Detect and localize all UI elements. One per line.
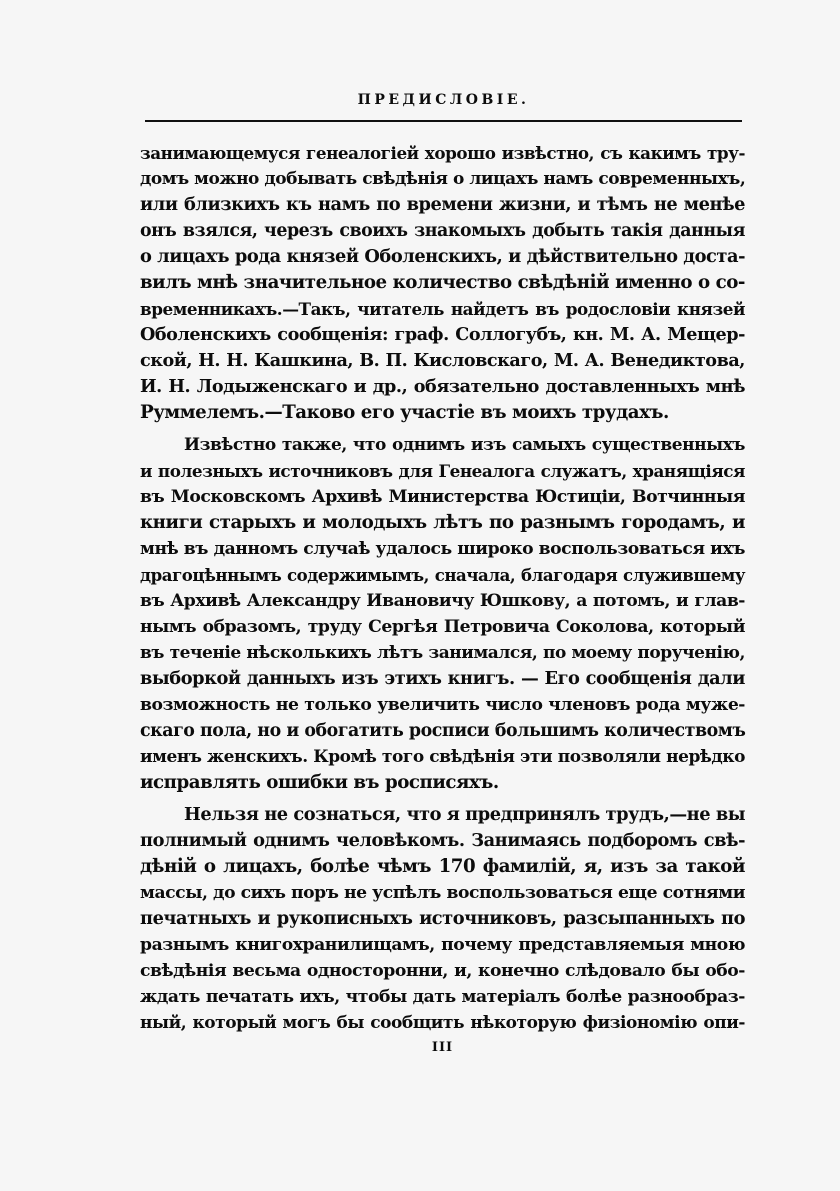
text-line: въ Архивѣ Александру Ивановичу Юшкову, а потомъ, и глав- bbox=[140, 591, 745, 611]
text-line: драгоцѣннымъ содержимымъ, сначала, благодаря служившему bbox=[140, 565, 745, 585]
text-line: книги старыхъ и молодыхъ лѣтъ по разнымъ городамъ, и bbox=[140, 512, 745, 533]
text-line: массы, до сихъ поръ не успѣлъ воспользоваться еще сотнями bbox=[140, 883, 745, 903]
paragraph-3 bbox=[140, 802, 745, 1036]
text-line: ской, Н. Н. Кашкина, В. П. Кисловскаго, М. А. Венедиктова, bbox=[140, 350, 745, 371]
text-line: И. Н. Лодыженскаго и др., обязательно доставленныхъ мнѣ bbox=[140, 376, 745, 397]
text-line: въ Московскомъ Архивѣ Министерства Юстиціи, Вотчинныя bbox=[140, 487, 745, 507]
page-body bbox=[140, 140, 745, 1036]
paragraph-2 bbox=[140, 432, 745, 796]
paragraph-1 bbox=[140, 140, 745, 426]
text-line: и полезныхъ источниковъ для Генеалога служатъ, хранящіяся bbox=[140, 461, 745, 481]
text-line: въ теченіе нѣсколькихъ лѣтъ занимался, по моему порученію, bbox=[140, 643, 745, 663]
text-line: печатныхъ и рукописныхъ источниковъ, разсыпанныхъ по bbox=[140, 908, 745, 929]
text-line: возможность не только увеличить число членовъ рода муже- bbox=[140, 695, 745, 715]
text-line: именъ женскихъ. Кромѣ того свѣдѣнія эти позволяли нерѣдко bbox=[140, 747, 745, 767]
text-line: исправлять ошибки въ росписяхъ. bbox=[140, 772, 499, 793]
running-head: ПРЕДИСЛОВІЕ. bbox=[357, 92, 530, 108]
text-line: выборкой данныхъ изъ этихъ книгъ. — Его сообщенія дали bbox=[140, 668, 745, 689]
text-line: Нельзя не сознаться, что я предпринялъ трудъ,—не вы bbox=[184, 804, 746, 825]
text-line: Извѣстно также, что однимъ изъ самыхъ существенныхъ bbox=[184, 435, 745, 455]
text-line: скаго пола, но и обогатить росписи большимъ количествомъ bbox=[140, 721, 746, 741]
text-line: онъ взялся, черезъ своихъ знакомыхъ добыть такія данныя bbox=[140, 221, 745, 241]
text-line: или близкихъ къ намъ по времени жизни, и тѣмъ не менѣе bbox=[140, 194, 745, 215]
text-line: свѣдѣнія весьма односторонни, и, конечно слѣдовало бы обо- bbox=[140, 961, 745, 981]
text-line: вилъ мнѣ значительное количество свѣдѣній именно о со- bbox=[140, 272, 745, 293]
text-line: мнѣ въ данномъ случаѣ удалось широко воспользоваться ихъ bbox=[140, 539, 745, 559]
text-line: Оболенскихъ сообщенія: граф. Соллогубъ, кн. М. А. Мещер- bbox=[140, 324, 745, 345]
text-line: разнымъ книгохранилищамъ, почему представляемыя мною bbox=[140, 935, 745, 955]
text-line: полнимый однимъ человѣкомъ. Занимаясь подборомъ свѣ- bbox=[140, 830, 745, 851]
text-line: о лицахъ рода князей Оболенскихъ, и дѣйствительно доста- bbox=[140, 246, 745, 267]
text-line: дѣній о лицахъ, болѣе чѣмъ 170 фамилій, я, изъ за такой bbox=[140, 856, 745, 877]
text-line: ный, который могъ бы сообщить нѣкоторую физіономію опи- bbox=[140, 1013, 745, 1033]
text-line: нымъ образомъ, труду Сергѣя Петровича Соколова, который bbox=[140, 617, 745, 637]
text-line: занимающемуся генеалогіей хорошо извѣстно, съ какимъ тру- bbox=[140, 143, 745, 163]
text-line: домъ можно добывать свѣдѣнія о лицахъ намъ современныхъ, bbox=[140, 169, 746, 189]
header-rule bbox=[145, 120, 742, 122]
text-line: ждать печатать ихъ, чтобы дать матеріалъ болѣе разнообраз- bbox=[140, 987, 745, 1007]
text-line: временникахъ.—Такъ, читатель найдетъ въ родословіи князей bbox=[140, 299, 745, 319]
page-number: III bbox=[431, 1040, 454, 1055]
text-line: Руммелемъ.—Таково его участіе въ моихъ трудахъ. bbox=[140, 402, 669, 423]
